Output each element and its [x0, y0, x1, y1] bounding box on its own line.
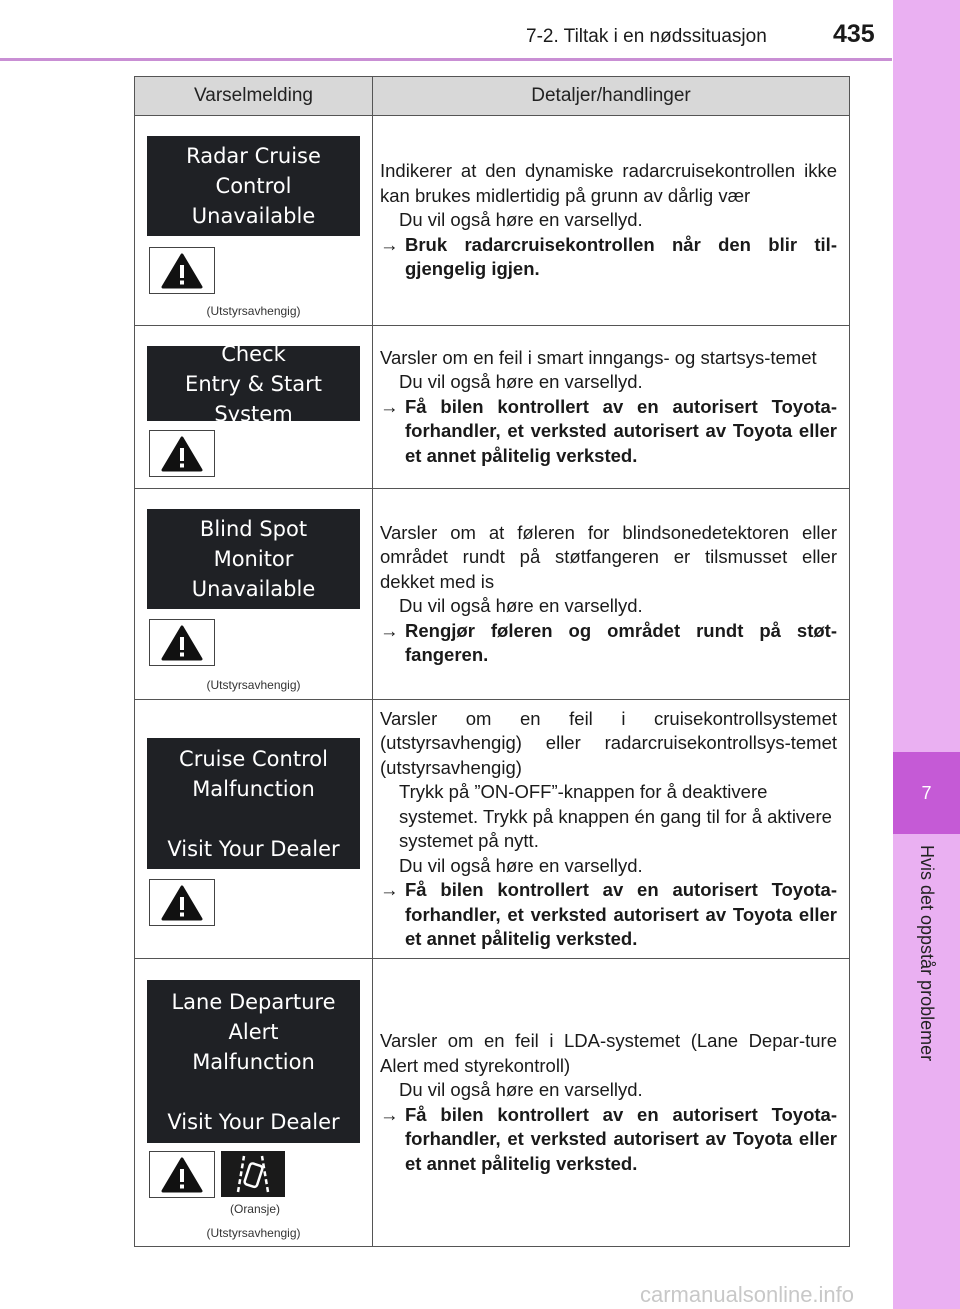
- header-rule: [0, 58, 892, 61]
- message-cell: [135, 959, 373, 1247]
- message-cell: [135, 700, 373, 959]
- message-line: Check: [221, 341, 286, 366]
- arrow-right-icon: →: [380, 233, 399, 255]
- info-text: Du vil også høre en varsellyd.: [399, 209, 643, 231]
- message-cell: [135, 489, 373, 700]
- action-label: Få bilen kontrollert av en autorisert Toyota-forhandler, et verksted autorisert av Toyota eller et annet pålitelig verksted.: [405, 879, 837, 949]
- table-row: [135, 326, 850, 489]
- table-row: [135, 959, 850, 1247]
- description: Varsler om en feil i cruisekontrollsystemet (utstyrsavhengig) eller radarcruisekontrollsys-temet (utstyrsavhengig): [380, 707, 837, 778]
- arrow-right-icon: →: [380, 395, 399, 417]
- warning-triangle-icon: [149, 430, 215, 477]
- page-number: 435: [833, 20, 875, 48]
- chapter-title: [893, 845, 960, 1285]
- message-line: Lane Departure: [171, 989, 336, 1014]
- warning-triangle-icon: [149, 1151, 215, 1198]
- equipment-note: (Utstyrsavhengig): [206, 304, 301, 318]
- action-text: [380, 619, 837, 668]
- table-row: [135, 700, 850, 959]
- message-line: Control: [215, 174, 292, 198]
- info-text: Du vil også høre en varsellyd.: [399, 1079, 643, 1100]
- message-spacer: [147, 804, 360, 834]
- info-text: Du vil også høre en varsellyd.: [399, 371, 643, 393]
- chapter-number: 7: [893, 752, 960, 834]
- section-title: 7-2. Tiltak i en nødssituasjon: [526, 26, 767, 47]
- arrow-right-icon: →: [380, 1103, 399, 1125]
- action-label: Få bilen kontrollert av en autorisert Toyota-forhandler, et verksted autorisert av Toyota eller et annet pålitelig verksted.: [405, 1103, 837, 1174]
- message-line: Malfunction: [192, 1049, 315, 1074]
- table-header: [135, 77, 850, 116]
- watermark: carmanualsonline.info: [640, 1282, 855, 1307]
- display-message: [147, 738, 360, 869]
- description: Indikerer at den dynamiske radarcruisekontrollen ikke kan brukes midlertidig på grunn av dårlig vær: [380, 160, 837, 206]
- info-text: Du vil også høre en varsellyd.: [399, 854, 643, 876]
- description: Varsler om en feil i LDA-systemet (Lane Depar-ture Alert med styrekontroll): [380, 1030, 837, 1076]
- message-line: Radar Cruise: [186, 144, 321, 168]
- warning-triangle-icon: [149, 247, 215, 294]
- warning-triangle-icon: [149, 879, 215, 926]
- details-cell: [373, 489, 850, 700]
- message-line: Blind Spot: [199, 517, 308, 541]
- message-cell: [135, 116, 373, 326]
- equipment-note: (Utstyrsavhengig): [206, 1226, 301, 1240]
- lane-departure-icon: [221, 1151, 285, 1197]
- action-text: [380, 395, 837, 469]
- message-spacer: [147, 1077, 360, 1107]
- action-label: Bruk radarcruisekontrollen når den blir til-gjengelig igjen.: [405, 233, 837, 280]
- info-text: Du vil også høre en varsellyd.: [399, 595, 643, 616]
- message-line: Unavailable: [191, 204, 316, 228]
- arrow-right-icon: →: [380, 619, 399, 641]
- column-header-details: Detaljer/handlinger: [373, 77, 850, 116]
- table-row: [135, 116, 850, 326]
- display-message: [147, 341, 360, 426]
- message-line: Visit Your Dealer: [167, 836, 340, 861]
- warning-table: [134, 76, 850, 1247]
- details-cell: [373, 959, 850, 1247]
- message-line: Cruise Control: [179, 746, 328, 771]
- message-cell: [135, 326, 373, 489]
- details-cell: [373, 116, 850, 326]
- message-line: Malfunction: [192, 776, 315, 801]
- description: Varsler om at føleren for blindsonedetektoren eller området rundt på støtfangeren er tilsmusset eller dekket med is: [380, 521, 837, 592]
- display-message: [147, 509, 360, 609]
- message-line: Unavailable: [191, 577, 316, 601]
- table-row: [135, 489, 850, 700]
- action-text: [380, 233, 837, 282]
- message-line: Visit Your Dealer: [167, 1109, 340, 1134]
- arrow-right-icon: →: [380, 879, 399, 900]
- color-note: (Oransje): [229, 1202, 280, 1216]
- equipment-note: (Utstyrsavhengig): [206, 678, 301, 692]
- message-line: Monitor: [213, 547, 294, 571]
- action-text: [380, 1103, 837, 1177]
- warning-triangle-icon: [149, 619, 215, 666]
- column-header-message: Varselmelding: [135, 77, 373, 116]
- message-line: Alert: [228, 1019, 279, 1044]
- action-text: [380, 878, 837, 952]
- message-line: Entry & Start System: [185, 371, 322, 426]
- display-message: [147, 136, 360, 236]
- details-cell: [373, 700, 850, 959]
- action-label: Rengjør føleren og området rundt på støt-fangeren.: [405, 619, 837, 665]
- display-message: [147, 980, 360, 1143]
- chapter-title-text: Hvis det oppstår problemer: [917, 845, 937, 1062]
- details-cell: [373, 326, 850, 489]
- action-label: Få bilen kontrollert av en autorisert Toyota-forhandler, et verksted autorisert av Toyota eller et annet pålitelig verksted.: [405, 395, 837, 466]
- description: Varsler om en feil i smart inngangs- og startsys-temet: [380, 346, 817, 368]
- info-text: Trykk på ”ON-OFF”-knappen for å deaktivere systemet. Trykk på knappen én gang til for å aktivere systemet på nytt.: [399, 781, 832, 851]
